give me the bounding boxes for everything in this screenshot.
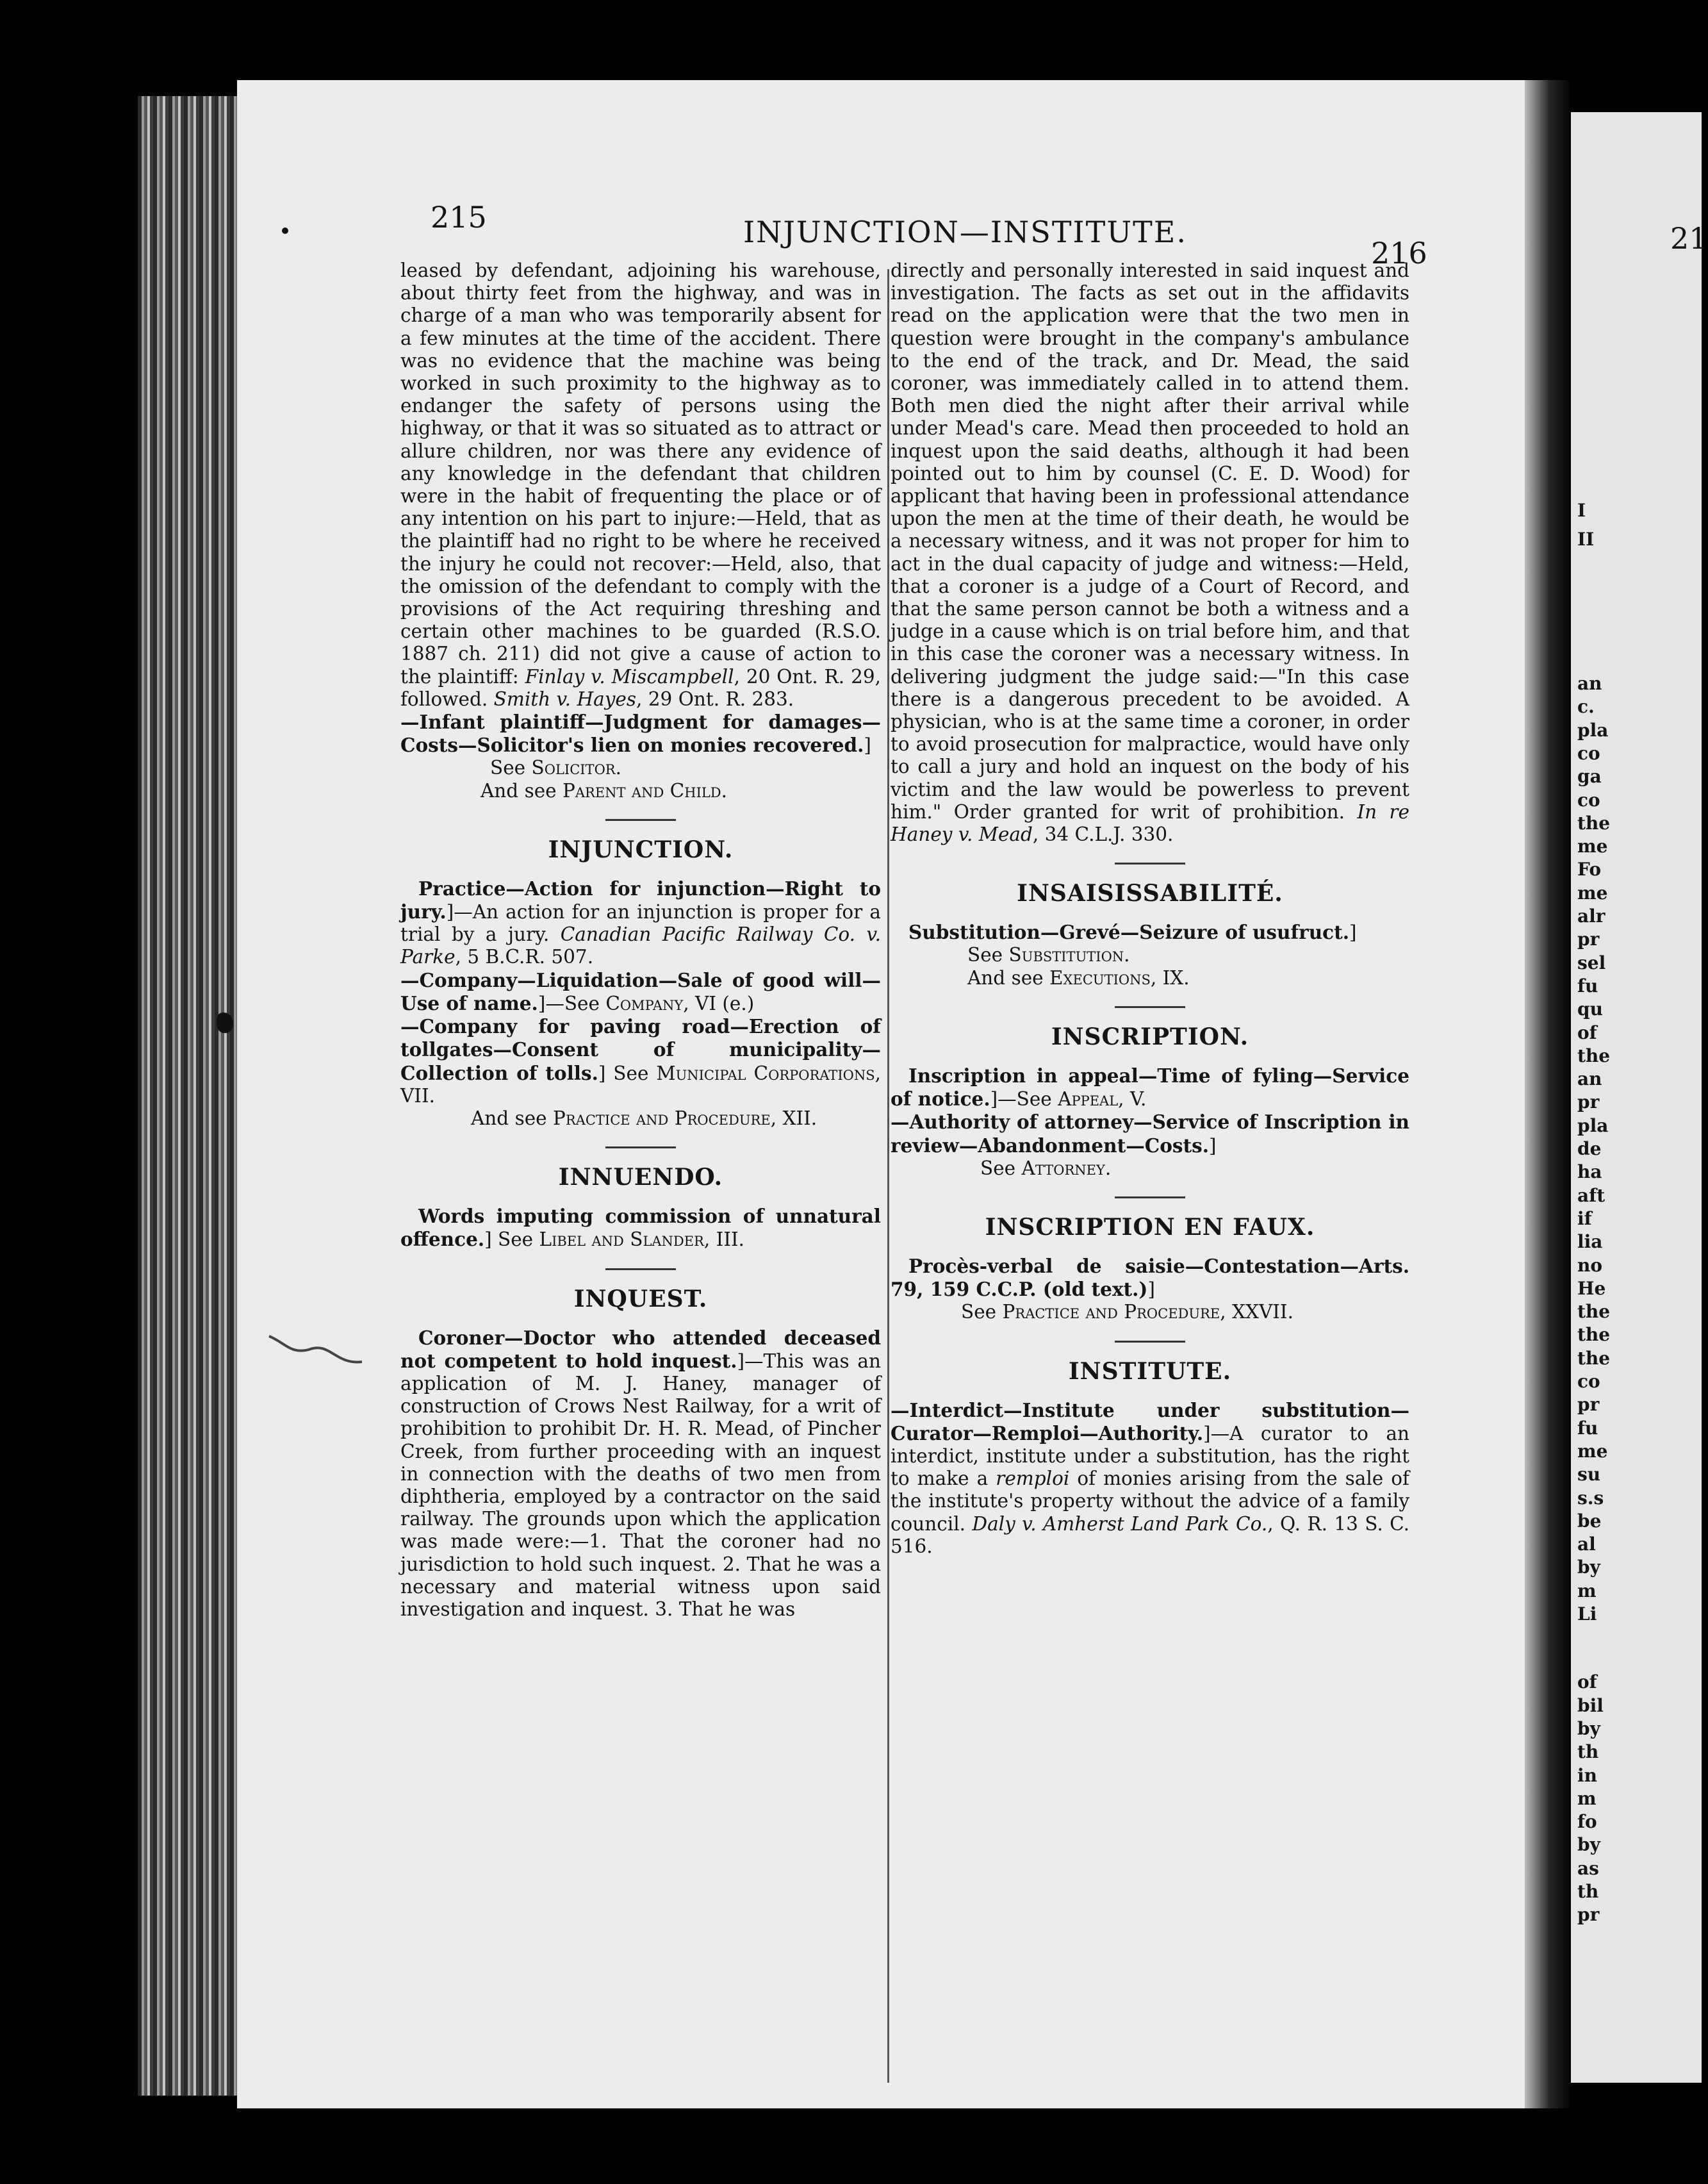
next-page-line: by	[1577, 1717, 1600, 1739]
cross-reference-target: Attorney	[1021, 1157, 1105, 1179]
next-page-line: pla	[1577, 1114, 1609, 1136]
cross-reference-number: , IX.	[1150, 966, 1190, 989]
entry-bracket: ]	[864, 734, 871, 757]
heading-inquest: INQUEST.	[573, 1285, 708, 1312]
cross-reference: And see Parent and Child.	[480, 779, 728, 802]
next-page-line: me	[1577, 836, 1608, 857]
heading-inscription: INSCRIPTION.	[1051, 1023, 1249, 1050]
cross-reference-target: Solicitor	[531, 757, 616, 779]
section-rule	[1115, 1341, 1185, 1343]
entry-text: ]—An action for an injunction is proper for a trial by a jury.	[400, 901, 881, 946]
entry-text: ]—A curator to an interdict, institute under a substitution, has the right to make a	[891, 1422, 1409, 1490]
left-column	[400, 260, 881, 1621]
next-page-line: m	[1577, 1580, 1597, 1601]
entry-infant-plaintiff	[400, 711, 881, 757]
citation: , 34 C.L.J. 330.	[1032, 823, 1174, 846]
entry-institute	[891, 1399, 1409, 1558]
next-page-line: in	[1577, 1764, 1597, 1786]
cross-reference	[400, 1107, 881, 1130]
cross-reference: See Substitution.	[967, 944, 1130, 966]
entry-catchwords: —Company—Liquidation—Sale of good will—Use of name.	[400, 968, 881, 1014]
citation: , 29 Ont. R. 283.	[636, 688, 794, 710]
next-page-line: pla	[1577, 719, 1609, 741]
case-name: Canadian Pacific Railway Co. v. Parke	[400, 923, 881, 968]
continued-text: directly and personally interested in said inquest and investigation. The facts as set out in the affidavits read on the application were that the two men in question were brought in the company's ambulance to the end of the track, and Dr. Mead, the said coroner, was immediately called in to attend them. Both men died the night after their arrival while under Mead's care. Mead then proceeded to hold an inquest upon the said deaths, although it had been pointed out to him by counsel (C. E. D. Wood) for applicant that having been in professional attendance upon the men at the time of their death, he would be a necessary witness, and it was not proper for him to act in the dual capacity of judge and witness:—Held, that a coroner is a judge of a Court of Record, and that the same person cannot be both a witness and a judge in a cause which is on trial before him, and that in this case the coroner was a necessary witness. In delivering judgment the judge said:—"In this case there is a dangerous precedent to be avoided. A physician, who is at the same time a coroner, in order to avoid prosecution for malpractice, would have only to call a jury and hold an inquest on the body of his victim and the law would be powerless to prevent him." Order granted for writ of prohibition.	[891, 260, 1409, 823]
entry-catchwords: —Interdict—Institute under substitution—Curator—Remploi—Authority.	[891, 1398, 1409, 1444]
next-page-line: ga	[1577, 766, 1602, 788]
see-word: See	[980, 1157, 1016, 1179]
next-page-line: of	[1577, 1022, 1597, 1043]
book-page-edges	[138, 96, 237, 2096]
section-rule	[605, 1146, 676, 1148]
entry-inscription-en-faux	[891, 1255, 1409, 1301]
entry-injunction-practice	[400, 877, 881, 969]
and-see: And see	[967, 966, 1044, 989]
next-page-line: if	[1577, 1207, 1592, 1229]
section-rule	[605, 1268, 676, 1270]
next-page-line: the	[1577, 812, 1611, 834]
entry-bracket: ]	[1349, 922, 1357, 944]
cross-reference-target: Parent and Child	[562, 779, 721, 802]
entry-catchwords: —Authority of attorney—Service of Inscription in review—Abandonment—Costs.	[891, 1111, 1409, 1157]
citation: , Q. R. 13 S. C. 516.	[891, 1512, 1409, 1557]
cross-reference-number: , XII.	[770, 1107, 817, 1129]
next-page-line: of	[1577, 1671, 1597, 1693]
next-page-line: qu	[1577, 998, 1603, 1020]
citation: , 20 Ont. R. 29, followed.	[400, 665, 881, 710]
continued-entry	[400, 260, 881, 711]
entry-bracket: ]	[1208, 1134, 1217, 1157]
cross-reference-target: Practice and Procedure	[1002, 1301, 1220, 1323]
running-head: INJUNCTION—INSTITUTE.	[743, 215, 1188, 249]
entry-inscription-review	[891, 1111, 1409, 1157]
entry-text: ]—See	[538, 992, 600, 1014]
cross-reference-target: Practice and Procedure	[553, 1107, 771, 1129]
next-page-line: He	[1577, 1277, 1606, 1299]
heading-innuendo: INNUENDO.	[558, 1164, 723, 1191]
next-page-line: an	[1577, 1068, 1602, 1090]
next-page-line: an	[1577, 673, 1602, 694]
next-page-line: the	[1577, 1301, 1611, 1323]
cross-reference: See Attorney.	[980, 1157, 1112, 1179]
folio-left: 215	[431, 200, 487, 235]
cross-reference	[891, 1301, 1409, 1323]
next-page-fragment	[1571, 112, 1708, 2083]
next-page-line: be	[1577, 1510, 1602, 1532]
heading-institute: INSTITUTE.	[1068, 1357, 1232, 1385]
entry-injunction-company	[400, 969, 881, 1015]
entry-injunction-paving	[400, 1015, 881, 1107]
entry-bracket: ]	[1147, 1278, 1155, 1301]
continued-text: leased by defendant, adjoining his warehouse, about thirty feet from the highway, and was in charge of a man who was temporarily absent for a few minutes at the time of the accident. There was no evidence that the machine was being worked in such proximity to the highway as to endanger the safety of persons using the highway, or that it was so situated as to attract or allure children, nor was there any evidence of any knowledge in the defendant that children were in the habit of frequenting the place or of any intention on his part to injure:—Held, that as the plaintiff had no right to be where he received the injury he could not recover:—Held, also, that the omission of the defendant to comply with the provisions of the Act requiring threshing and certain other machines to be guarded (R.S.O. 1887 ch. 211) did not give a cause of action to the plaintiff:	[400, 260, 881, 688]
cross-reference	[891, 967, 1409, 989]
next-page-line: aft	[1577, 1184, 1605, 1206]
next-page-line: al	[1577, 1534, 1596, 1555]
continued-entry	[891, 260, 1409, 846]
pencil-scribble	[266, 1330, 368, 1375]
next-page-line: su	[1577, 1464, 1601, 1485]
and-see: And see	[471, 1107, 547, 1129]
section-rule	[1115, 863, 1185, 864]
section-rule	[1115, 1196, 1185, 1198]
case-name: Daly v. Amherst Land Park Co.	[972, 1512, 1268, 1535]
see-word: See	[490, 757, 526, 779]
next-page-line: II	[1577, 529, 1595, 550]
next-page-line: ha	[1577, 1161, 1602, 1183]
entry-inscription-appeal	[891, 1064, 1409, 1111]
entry-catchwords: Inscription in appeal—Time of fyling—Service of notice.	[891, 1064, 1409, 1111]
entry-catchwords: Substitution—Grevé—Seizure of usufruct.	[908, 921, 1350, 944]
next-page-line: pr	[1577, 929, 1600, 950]
next-page-line: pr	[1577, 1394, 1600, 1416]
case-name: Smith v. Hayes	[493, 688, 637, 710]
cross-reference-target: Libel and Slander	[539, 1228, 704, 1251]
cross-reference-target: Company	[605, 992, 684, 1014]
see-word: See	[961, 1301, 997, 1323]
cross-reference-number: , VI (e.)	[683, 992, 755, 1014]
next-page-line: de	[1577, 1138, 1602, 1159]
heading-injunction: INJUNCTION.	[548, 836, 734, 863]
ink-blot	[217, 1013, 233, 1033]
entry-catchwords: Words imputing commission of unnatural offence.	[400, 1205, 881, 1251]
next-page-line: by	[1577, 1557, 1600, 1578]
entry-catchwords: —Company for paving road—Erection of tollgates—Consent of municipality—Collection of tolls.	[400, 1015, 881, 1084]
next-page-line: as	[1577, 1857, 1599, 1879]
cross-reference-number: , V.	[1118, 1088, 1147, 1111]
next-page-line: by	[1577, 1834, 1600, 1856]
next-page-line: the	[1577, 1045, 1611, 1066]
next-page-line: alr	[1577, 906, 1605, 927]
ink-speck	[282, 228, 288, 234]
entry-inquest	[400, 1327, 881, 1621]
next-page-line: pr	[1577, 1091, 1600, 1113]
next-page-line: fu	[1577, 975, 1598, 997]
folio-right: 216	[1371, 236, 1427, 270]
cross-reference: See Solicitor.	[490, 757, 621, 779]
next-page-line: co	[1577, 742, 1600, 764]
section-rule	[1115, 1006, 1185, 1008]
next-page-line: the	[1577, 1347, 1611, 1369]
entry-catchwords: Coroner—Doctor who attended deceased not competent to hold inquest.	[400, 1326, 881, 1372]
cross-reference-target: Appeal	[1058, 1088, 1119, 1111]
entry-innuendo	[400, 1205, 881, 1251]
next-page-line: me	[1577, 882, 1608, 904]
next-page-line: bil	[1577, 1694, 1604, 1716]
italic-term: remploi	[996, 1468, 1070, 1490]
next-page-line: Fo	[1577, 859, 1602, 881]
heading-inscription-en-faux: INSCRIPTION EN FAUX.	[985, 1213, 1315, 1241]
next-page-line: pr	[1577, 1904, 1600, 1926]
right-column	[891, 260, 1409, 1558]
next-page-line: co	[1577, 1371, 1600, 1392]
entry-text: ] See	[484, 1228, 534, 1251]
cross-reference-number: , III.	[703, 1228, 745, 1251]
cross-reference-target: Municipal Corporations	[656, 1062, 875, 1084]
entry-insaisissabilite	[891, 921, 1409, 944]
cross-reference-number: , XXVII.	[1220, 1301, 1293, 1323]
next-page-line: no	[1577, 1254, 1603, 1276]
entry-catchwords: Practice—Action for injunction—Right to jury.	[400, 877, 881, 923]
next-page-line: co	[1577, 789, 1600, 811]
next-page-line: fu	[1577, 1417, 1598, 1439]
next-page-line: m	[1577, 1787, 1597, 1809]
next-page-line: th	[1577, 1881, 1599, 1902]
entry-catchwords: —Infant plaintiff—Judgment for damages—Costs—Solicitor's lien on monies recovered.	[400, 711, 881, 757]
and-see: And see	[480, 779, 557, 802]
book-gutter	[1525, 80, 1570, 2108]
cross-reference-number: , VII.	[400, 1062, 881, 1107]
next-page-folio: 21	[1670, 221, 1708, 256]
next-page-line: the	[1577, 1324, 1611, 1346]
next-page-line: c.	[1577, 696, 1595, 718]
next-page-line: fo	[1577, 1811, 1597, 1833]
entry-text: ]—This was an application of M. J. Haney, manager of construction of Crows Nest Railway, for a writ of prohibition to prohibit Dr. H. R. Mead, of Pincher Creek, from further proceeding with an inquest in connection with the deaths of two men from diphtheria, employed by a contractor on the said railway. The grounds upon which the application was made were:—1. That the coroner had no jurisdiction to hold such inquest. 2. That he was a necessary and material witness upon said investigation and inquest. 3. That he was	[400, 1350, 881, 1620]
column-divider	[887, 269, 889, 2083]
entry-text: ]—See	[990, 1088, 1052, 1111]
entry-text: ] See	[598, 1062, 649, 1084]
cross-reference-target: Substitution	[1008, 944, 1124, 966]
section-rule	[605, 819, 676, 821]
next-page-line: s.s	[1577, 1487, 1604, 1509]
heading-insaisissabilite: INSAISISSABILITÉ.	[1017, 880, 1283, 907]
entry-text: of monies arising from the sale of the institute's property without the advice of a family council.	[891, 1468, 1409, 1535]
case-name: In re Haney v. Mead	[891, 800, 1409, 846]
next-page-line: lia	[1577, 1231, 1603, 1253]
next-page-line: I	[1577, 500, 1586, 521]
entry-catchwords: Procès-verbal de saisie—Contestation—Arts. 79, 159 C.C.P. (old text.)	[891, 1254, 1409, 1301]
next-page-line: sel	[1577, 952, 1606, 973]
see-word: See	[967, 944, 1003, 966]
next-page-line: me	[1577, 1440, 1608, 1462]
case-name: Finlay v. Miscampbell	[525, 665, 734, 688]
citation: , 5 B.C.R. 507.	[455, 946, 594, 968]
next-page-line: th	[1577, 1741, 1599, 1763]
next-page-line: Li	[1577, 1603, 1597, 1625]
cross-reference-target: Executions	[1049, 966, 1151, 989]
